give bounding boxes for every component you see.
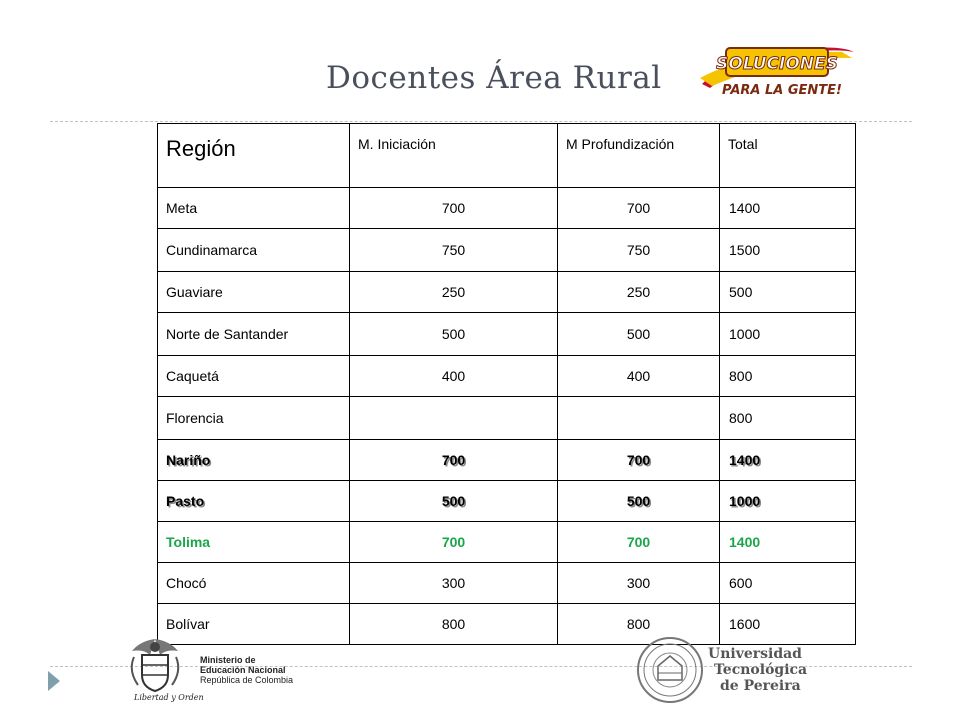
cell-region: Nariño	[158, 440, 350, 481]
cell-profundizacion: 700	[558, 440, 720, 481]
cell-profundizacion: 800	[558, 604, 720, 645]
cell-region: Meta	[158, 188, 350, 229]
cell-total: 1400	[720, 522, 856, 563]
top-dashed-divider	[50, 121, 912, 122]
table-row	[158, 313, 856, 356]
cell-profundizacion: 700	[558, 522, 720, 563]
cell-profundizacion: 750	[558, 229, 720, 272]
cell-region: Pasto	[158, 481, 350, 522]
soluciones-logo	[692, 44, 860, 108]
teachers-table	[157, 123, 856, 645]
ministerio-line2: Educación Nacional	[200, 665, 286, 675]
table-row	[158, 563, 856, 604]
cell-region: Tolima	[158, 522, 350, 563]
table-row	[158, 440, 856, 481]
utp-line3: de Pereira	[720, 678, 801, 694]
table-body	[158, 188, 856, 645]
header-iniciacion: M. Iniciación	[350, 124, 558, 188]
cell-iniciacion: 300	[350, 563, 558, 604]
cell-profundizacion: 300	[558, 563, 720, 604]
cell-total: 1000	[720, 313, 856, 356]
table-row	[158, 188, 856, 229]
cell-region: Chocó	[158, 563, 350, 604]
cell-profundizacion: 700	[558, 188, 720, 229]
cell-total: 800	[720, 356, 856, 397]
cell-iniciacion: 400	[350, 356, 558, 397]
cell-total: 1400	[720, 440, 856, 481]
cell-total: 600	[720, 563, 856, 604]
cell-iniciacion	[350, 397, 558, 440]
header-total: Total	[720, 124, 856, 188]
cell-total: 1500	[720, 229, 856, 272]
utp-line1: Universidad	[708, 646, 802, 662]
cell-iniciacion: 500	[350, 313, 558, 356]
table-row	[158, 397, 856, 440]
table-header-row	[158, 124, 856, 188]
cell-profundizacion: 500	[558, 313, 720, 356]
cell-iniciacion: 700	[350, 440, 558, 481]
table-row	[158, 272, 856, 313]
cell-iniciacion: 800	[350, 604, 558, 645]
ministerio-line1: Ministerio de	[200, 655, 256, 665]
cell-total: 1600	[720, 604, 856, 645]
cell-total: 800	[720, 397, 856, 440]
utp-seal-icon	[636, 634, 706, 706]
cell-iniciacion: 500	[350, 481, 558, 522]
cell-region: Guaviare	[158, 272, 350, 313]
cell-iniciacion: 700	[350, 188, 558, 229]
cell-iniciacion: 250	[350, 272, 558, 313]
coat-of-arms-icon	[120, 635, 190, 701]
ministerio-line3: República de Colombia	[200, 675, 294, 685]
table-row	[158, 229, 856, 272]
utp-text	[708, 646, 807, 694]
table-row	[158, 522, 856, 563]
motto-text: Libertad y Orden	[134, 693, 204, 702]
cell-profundizacion: 250	[558, 272, 720, 313]
cell-total: 500	[720, 272, 856, 313]
slide-title: Docentes Área Rural	[326, 60, 662, 96]
cell-region: Bolívar	[158, 604, 350, 645]
cell-profundizacion: 500	[558, 481, 720, 522]
table-row	[158, 356, 856, 397]
cell-region: Norte de Santander	[158, 313, 350, 356]
ministerio-text	[200, 655, 293, 685]
bullet-triangle-icon	[48, 671, 60, 691]
cell-profundizacion	[558, 397, 720, 440]
header-profundizacion: M Profundización	[558, 124, 720, 188]
utp-line2: Tecnológica	[714, 662, 808, 678]
cell-region: Cundinamarca	[158, 229, 350, 272]
header-region: Región	[158, 124, 350, 188]
para-la-gente-text: PARA LA GENTE!	[722, 83, 842, 98]
ministerio-logo	[120, 635, 320, 707]
cell-region: Florencia	[158, 397, 350, 440]
table-row	[158, 481, 856, 522]
cell-region: Caquetá	[158, 356, 350, 397]
cell-total: 1400	[720, 188, 856, 229]
cell-iniciacion: 700	[350, 522, 558, 563]
cell-iniciacion: 750	[350, 229, 558, 272]
cell-profundizacion: 400	[558, 356, 720, 397]
cell-total: 1000	[720, 481, 856, 522]
soluciones-text: SOLUCIONES	[716, 54, 838, 74]
utp-logo	[636, 634, 826, 708]
